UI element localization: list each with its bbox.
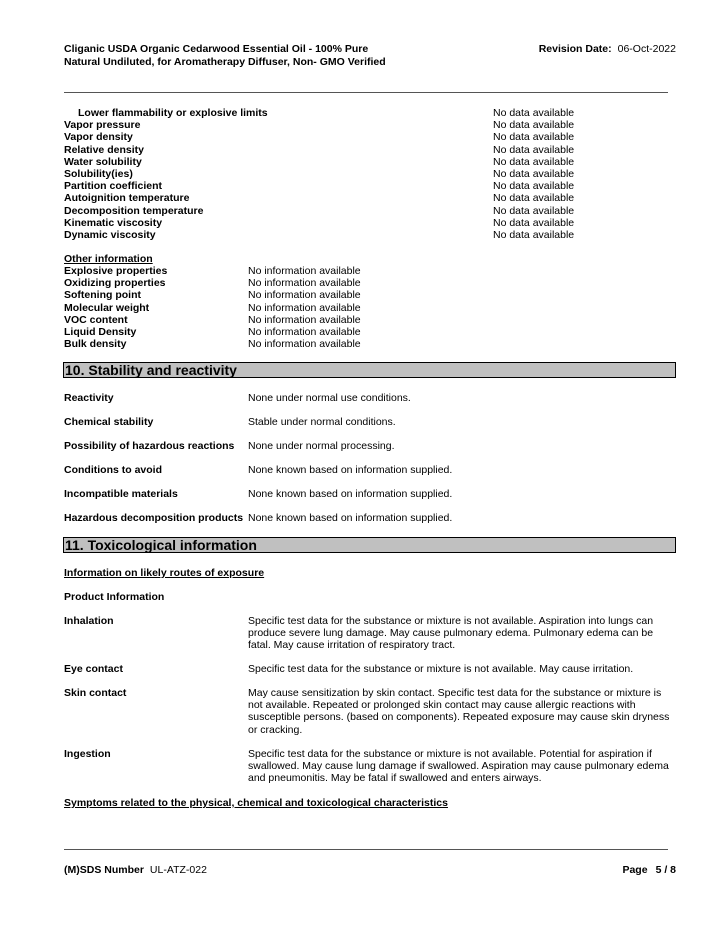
product-information-heading: Product Information: [64, 591, 165, 603]
property-value: No data available: [493, 143, 575, 156]
property-row: [64, 156, 624, 168]
property-label: Water solubility: [64, 155, 142, 168]
property-row: [64, 107, 624, 119]
stability-label: Possibility of hazardous reactions: [64, 440, 235, 452]
property-label: Kinematic viscosity: [64, 216, 163, 229]
property-value: No data available: [493, 119, 575, 132]
stability-value: Stable under normal conditions.: [248, 416, 396, 428]
other-info-row: [64, 265, 464, 277]
other-info-value: No information available: [248, 313, 361, 326]
property-label: Autoignition temperature: [64, 192, 190, 205]
sds-number-value: UL-ATZ-022: [149, 864, 207, 876]
header-divider: [64, 92, 668, 93]
property-value: No data available: [493, 167, 575, 180]
toxicology-label: Skin contact: [64, 687, 127, 699]
property-row: [64, 180, 624, 192]
property-label: Dynamic viscosity: [64, 228, 156, 241]
document-title: Cliganic USDA Organic Cedarwood Essential Oil - 100% Pure Natural Undiluted, for Aromatherapy Diffuser, Non- GMO Verified: [64, 43, 386, 68]
property-row: [64, 192, 624, 204]
other-info-label: Molecular weight: [64, 301, 150, 314]
toxicology-label: Eye contact: [64, 663, 123, 675]
property-label: Relative density: [64, 143, 144, 156]
sds-number-label: (M)SDS Number: [64, 864, 144, 876]
property-value: No data available: [493, 180, 575, 193]
other-info-label: Bulk density: [64, 338, 127, 351]
property-value: No data available: [493, 228, 575, 241]
stability-value: None known based on information supplied.: [248, 464, 453, 476]
stability-value: None known based on information supplied.: [248, 512, 453, 524]
revision-date-label: Revision Date:: [538, 43, 612, 55]
property-value: No data available: [493, 192, 575, 205]
other-info-value: No information available: [248, 338, 361, 351]
other-info-row: [64, 277, 464, 289]
property-row: [64, 168, 624, 180]
toxicology-value: Specific test data for the substance or mixture is not available. Aspiration into lungs can produce severe lung damage. May cause pulmonary edema. Pulmonary edema can be fatal. May cause irritation of respiratory tract.: [248, 615, 654, 652]
footer-divider: [64, 849, 668, 850]
other-info-value: No information available: [248, 301, 361, 314]
symptoms-heading: Symptoms related to the physical, chemical and toxicological characteristics: [64, 797, 448, 809]
other-info-label: Oxidizing properties: [64, 277, 166, 290]
property-row: [64, 119, 624, 131]
property-row: [64, 229, 624, 241]
other-info-row: [64, 289, 464, 301]
other-info-row: [64, 314, 464, 326]
stability-label: Incompatible materials: [64, 488, 178, 500]
stability-value: None under normal processing.: [248, 440, 395, 452]
page-value: 5 / 8: [655, 864, 676, 876]
sds-number: [64, 864, 207, 876]
other-info-row: [64, 326, 464, 338]
property-row: [64, 144, 624, 156]
other-info-label: Liquid Density: [64, 325, 137, 338]
toxicology-label: Inhalation: [64, 615, 114, 627]
property-label: Vapor pressure: [64, 119, 141, 132]
toxicology-value: May cause sensitization by skin contact. Specific test data for the substance or mixture is not available. Repeated or prolonged skin contact may cause allergic reactions with susceptible persons. (based on components). Repeated exposure may cause skin dryness or cracking.: [248, 687, 670, 736]
other-information-list: [64, 265, 464, 350]
other-information-heading: Other information: [64, 253, 153, 265]
toxicology-value: Specific test data for the substance or mixture is not available. Potential for aspiration if swallowed. May cause lung damage if swallowed. Aspiration may cause pulmonary edema and pneumonitis. May be fatal if swallowed and enters airways.: [248, 748, 669, 785]
property-value: No data available: [493, 216, 575, 229]
property-value: No data available: [493, 107, 575, 119]
property-label: Solubility(ies): [64, 167, 133, 180]
revision-date: [539, 43, 676, 56]
property-row: [64, 205, 624, 217]
stability-value: None known based on information supplied.: [248, 488, 453, 500]
properties-list: [64, 107, 624, 241]
section-11-title: 11. Toxicological information: [63, 537, 676, 553]
property-value: No data available: [493, 131, 575, 144]
stability-label: Reactivity: [64, 392, 114, 404]
other-info-label: Explosive properties: [64, 265, 168, 277]
other-info-label: VOC content: [64, 313, 128, 326]
property-label: Partition coefficient: [64, 180, 163, 193]
other-info-value: No information available: [248, 289, 361, 302]
property-value: No data available: [493, 204, 575, 217]
property-row: [64, 131, 624, 143]
stability-value: None under normal use conditions.: [248, 392, 411, 404]
other-info-row: [64, 302, 464, 314]
property-value: No data available: [493, 155, 575, 168]
stability-label: Conditions to avoid: [64, 464, 162, 476]
property-label: Decomposition temperature: [64, 204, 204, 217]
section-10-title: 10. Stability and reactivity: [63, 362, 676, 378]
page-number: [622, 864, 676, 876]
property-row: [64, 217, 624, 229]
routes-of-exposure-heading: Information on likely routes of exposure: [64, 567, 265, 579]
property-label: Vapor density: [64, 131, 133, 144]
toxicology-label: Ingestion: [64, 748, 111, 760]
other-info-value: No information available: [248, 265, 361, 277]
stability-label: Chemical stability: [64, 416, 154, 428]
other-info-value: No information available: [248, 325, 361, 338]
other-info-row: [64, 338, 464, 350]
toxicology-value: Specific test data for the substance or mixture is not available. May cause irritation.: [248, 663, 634, 675]
revision-date-value: 06-Oct-2022: [617, 43, 676, 55]
other-info-value: No information available: [248, 277, 361, 290]
other-info-label: Softening point: [64, 289, 141, 302]
property-label: Lower flammability or explosive limits: [78, 107, 268, 119]
page-label: Page: [622, 864, 648, 876]
stability-label: Hazardous decomposition products: [64, 512, 244, 524]
